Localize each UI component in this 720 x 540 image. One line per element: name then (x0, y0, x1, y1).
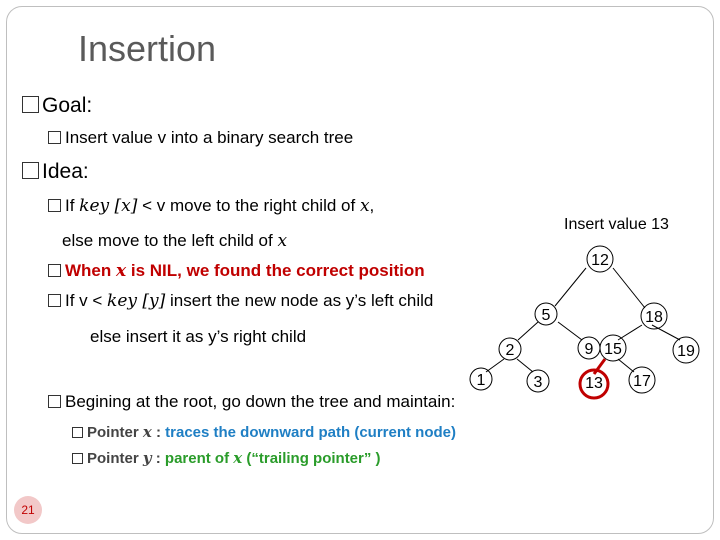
edge-2-1 (486, 359, 504, 372)
edge-12-5 (555, 268, 586, 306)
edge-15-17 (618, 359, 634, 372)
goal-label: Goal: (42, 94, 93, 117)
node-3: 3 (533, 374, 543, 391)
pointer-y-item: Pointer y : parent of x (“trailing pointer” ) (72, 449, 381, 467)
pointer-x-item: Pointer x : traces the downward path (current node) (72, 423, 456, 441)
edge-5-9 (558, 322, 582, 340)
edge-5-2 (518, 322, 538, 340)
edge-18-19 (652, 325, 680, 340)
idea-step-3-continued: else insert it as y’s right child (90, 327, 307, 346)
idea-step-1: If key [x] < v move to the right child of x, (48, 196, 374, 216)
node-12: 12 (591, 252, 609, 269)
idea-label: Idea: (42, 160, 89, 183)
slide-number: 21 (14, 496, 42, 524)
idea-maintain: Begining at the root, go down the tree and maintain: (48, 392, 455, 412)
node-1: 1 (476, 372, 486, 389)
idea-step-3: If v < key [y] insert the new node as y’s left child (48, 291, 433, 311)
idea-step-2: When x is NIL, we found the correct position (48, 261, 425, 281)
node-13: 13 (585, 375, 603, 392)
node-19: 19 (677, 343, 695, 360)
node-9: 9 (584, 341, 594, 358)
slide-title: Insertion (78, 28, 217, 69)
edge-12-18 (613, 268, 645, 308)
edge-2-3 (517, 359, 533, 372)
tree-caption: Insert value 13 (564, 216, 669, 233)
goal-text: Insert value v into a binary search tree (65, 128, 354, 147)
node-5: 5 (541, 307, 551, 324)
idea-step-1-continued: else move to the left child of x (62, 231, 288, 251)
node-17: 17 (633, 373, 651, 390)
node-18: 18 (645, 309, 663, 326)
node-15: 15 (604, 341, 622, 358)
node-2: 2 (505, 342, 515, 359)
